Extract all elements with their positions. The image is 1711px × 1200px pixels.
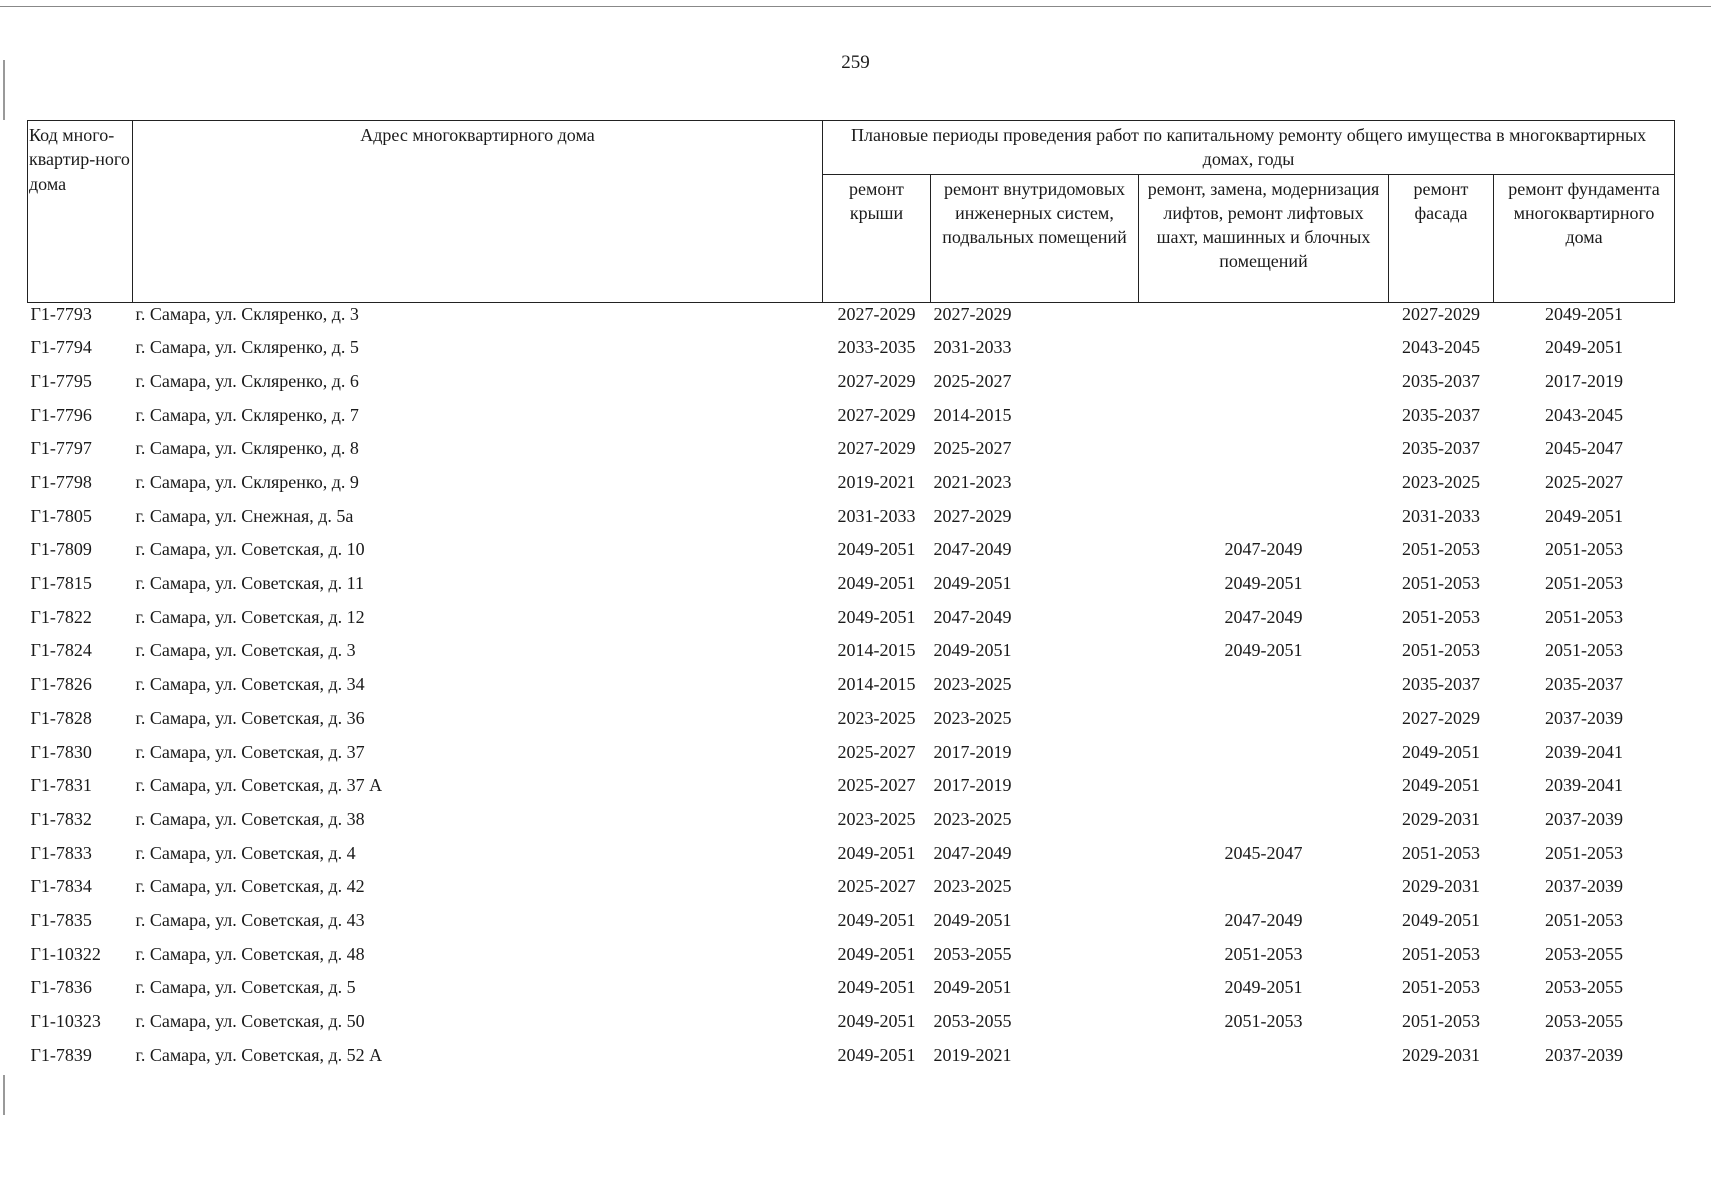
- cell-address: г. Самара, ул. Скляренко, д. 9: [135, 472, 359, 493]
- cell-foundation: 2051-2053: [1545, 539, 1624, 560]
- table-row: [28, 943, 1675, 977]
- cell-foundation: 2051-2053: [1545, 573, 1624, 594]
- cell-facade: 2051-2053: [1402, 977, 1480, 998]
- cell-facade: 2035-2037: [1402, 404, 1480, 425]
- table-row: [28, 404, 1675, 438]
- cell-roof: 2049-2051: [837, 1011, 916, 1032]
- cell-foundation: 2039-2041: [1545, 741, 1624, 762]
- header-address: Адрес многоквартирного дома: [133, 121, 823, 303]
- cell-address: г. Самара, ул. Скляренко, д. 8: [135, 438, 359, 459]
- cell-lifts: [1139, 404, 1389, 438]
- header-facade: ремонт фасада: [1389, 174, 1494, 302]
- table-row: [28, 606, 1675, 640]
- table-row: [28, 1044, 1675, 1078]
- cell-code: Г1-7836: [30, 977, 92, 998]
- cell-code: Г1-7826: [30, 674, 92, 695]
- cell-engineering: 2053-2055: [933, 943, 1012, 964]
- cell-address: г. Самара, ул. Советская, д. 42: [135, 876, 365, 897]
- cell-lifts: [1139, 302, 1389, 336]
- table-row: [28, 302, 1675, 336]
- header-engineering: ремонт внутридомовых инженерных систем, подвальных помещений: [931, 174, 1139, 302]
- table-row: [28, 741, 1675, 775]
- cell-engineering: 2047-2049: [933, 606, 1012, 627]
- table-row: [28, 538, 1675, 572]
- cell-code: Г1-7809: [30, 539, 92, 560]
- cell-roof: 2023-2025: [837, 808, 916, 829]
- cell-facade: 2029-2031: [1402, 808, 1480, 829]
- cell-roof: 2049-2051: [837, 842, 916, 863]
- cell-address: г. Самара, ул. Советская, д. 37: [135, 741, 365, 762]
- cell-address: г. Самара, ул. Скляренко, д. 6: [135, 370, 359, 391]
- header-code: Код много-квартир-ного дома: [28, 121, 133, 303]
- cell-facade: 2051-2053: [1402, 539, 1480, 560]
- cell-engineering: 2027-2029: [933, 505, 1012, 526]
- cell-lifts: [1139, 505, 1389, 539]
- cell-lifts: 2047-2049: [1224, 539, 1303, 560]
- cell-engineering: 2049-2051: [933, 573, 1012, 594]
- cell-code: Г1-7833: [30, 842, 92, 863]
- cell-address: г. Самара, ул. Скляренко, д. 5: [135, 337, 359, 358]
- cell-code: Г1-10322: [30, 943, 101, 964]
- cell-engineering: 2023-2025: [933, 876, 1012, 897]
- cell-lifts: [1139, 437, 1389, 471]
- cell-lifts: [1139, 336, 1389, 370]
- cell-roof: 2027-2029: [837, 370, 916, 391]
- header-foundation: ремонт фундамента многоквартирного дома: [1494, 174, 1675, 302]
- cell-lifts: [1139, 774, 1389, 808]
- cell-roof: 2049-2051: [837, 539, 916, 560]
- cell-foundation: 2049-2051: [1545, 337, 1624, 358]
- cell-facade: 2023-2025: [1402, 472, 1480, 493]
- cell-roof: 2025-2027: [837, 775, 916, 796]
- cell-engineering: 2019-2021: [933, 1044, 1012, 1065]
- table-row: [28, 875, 1675, 909]
- cell-engineering: 2053-2055: [933, 1011, 1012, 1032]
- scan-edge-mark: [3, 1075, 5, 1115]
- cell-foundation: 2039-2041: [1545, 775, 1624, 796]
- cell-facade: 2043-2045: [1402, 337, 1480, 358]
- cell-lifts: 2047-2049: [1224, 909, 1303, 930]
- cell-lifts: 2047-2049: [1224, 606, 1303, 627]
- table-row: [28, 673, 1675, 707]
- cell-code: Г1-7822: [30, 606, 92, 627]
- cell-lifts: 2045-2047: [1224, 842, 1303, 863]
- cell-facade: 2029-2031: [1402, 876, 1480, 897]
- cell-address: г. Самара, ул. Советская, д. 36: [135, 707, 365, 728]
- cell-lifts: 2049-2051: [1224, 977, 1303, 998]
- header-roof: ремонт крыши: [823, 174, 931, 302]
- cell-address: г. Самара, ул. Советская, д. 12: [135, 606, 365, 627]
- cell-foundation: 2051-2053: [1545, 909, 1624, 930]
- cell-facade: 2035-2037: [1402, 674, 1480, 695]
- table-row: [28, 976, 1675, 1010]
- capital-repair-table: [27, 120, 1675, 1077]
- cell-facade: 2049-2051: [1402, 775, 1480, 796]
- cell-facade: 2031-2033: [1402, 505, 1480, 526]
- cell-address: г. Самара, ул. Скляренко, д. 3: [135, 303, 359, 324]
- table-row: [28, 572, 1675, 606]
- cell-address: г. Самара, ул. Скляренко, д. 7: [135, 404, 359, 425]
- cell-address: г. Самара, ул. Советская, д. 52 А: [135, 1044, 383, 1065]
- cell-code: Г1-7815: [30, 573, 92, 594]
- cell-facade: 2035-2037: [1402, 370, 1480, 391]
- cell-roof: 2049-2051: [837, 573, 916, 594]
- cell-engineering: 2023-2025: [933, 707, 1012, 728]
- cell-engineering: 2023-2025: [933, 674, 1012, 695]
- cell-lifts: [1139, 673, 1389, 707]
- cell-address: г. Самара, ул. Снежная, д. 5а: [135, 505, 354, 526]
- cell-facade: 2051-2053: [1402, 640, 1480, 661]
- cell-code: Г1-10323: [30, 1011, 101, 1032]
- cell-roof: 2027-2029: [837, 303, 916, 324]
- cell-engineering: 2027-2029: [933, 303, 1012, 324]
- cell-roof: 2027-2029: [837, 438, 916, 459]
- cell-code: Г1-7832: [30, 808, 92, 829]
- cell-foundation: 2037-2039: [1545, 707, 1624, 728]
- cell-foundation: 2053-2055: [1545, 1011, 1624, 1032]
- cell-foundation: 2043-2045: [1545, 404, 1624, 425]
- cell-code: Г1-7805: [30, 505, 92, 526]
- cell-foundation: 2025-2027: [1545, 472, 1624, 493]
- cell-foundation: 2053-2055: [1545, 943, 1624, 964]
- cell-engineering: 2031-2033: [933, 337, 1012, 358]
- cell-facade: 2051-2053: [1402, 842, 1480, 863]
- table-row: [28, 505, 1675, 539]
- cell-facade: 2029-2031: [1402, 1044, 1480, 1065]
- cell-foundation: 2035-2037: [1545, 674, 1624, 695]
- cell-roof: 2049-2051: [837, 977, 916, 998]
- cell-address: г. Самара, ул. Советская, д. 4: [135, 842, 356, 863]
- cell-foundation: 2049-2051: [1545, 303, 1624, 324]
- cell-engineering: 2021-2023: [933, 472, 1012, 493]
- cell-foundation: 2049-2051: [1545, 505, 1624, 526]
- cell-engineering: 2017-2019: [933, 775, 1012, 796]
- cell-engineering: 2014-2015: [933, 404, 1012, 425]
- cell-roof: 2049-2051: [837, 606, 916, 627]
- cell-engineering: 2049-2051: [933, 909, 1012, 930]
- cell-roof: 2014-2015: [837, 674, 916, 695]
- table-row: [28, 774, 1675, 808]
- cell-foundation: 2037-2039: [1545, 808, 1624, 829]
- cell-roof: 2014-2015: [837, 640, 916, 661]
- cell-code: Г1-7796: [30, 404, 92, 425]
- table-row: [28, 370, 1675, 404]
- cell-facade: 2051-2053: [1402, 606, 1480, 627]
- cell-roof: 2027-2029: [837, 404, 916, 425]
- table-row: [28, 1010, 1675, 1044]
- cell-lifts: [1139, 1044, 1389, 1078]
- cell-address: г. Самара, ул. Советская, д. 38: [135, 808, 365, 829]
- cell-foundation: 2051-2053: [1545, 842, 1624, 863]
- cell-roof: 2033-2035: [837, 337, 916, 358]
- cell-lifts: 2051-2053: [1224, 1011, 1303, 1032]
- cell-roof: 2049-2051: [837, 909, 916, 930]
- cell-code: Г1-7795: [30, 370, 92, 391]
- cell-code: Г1-7831: [30, 775, 92, 796]
- table-row: [28, 842, 1675, 876]
- cell-code: Г1-7794: [30, 337, 92, 358]
- cell-foundation: 2053-2055: [1545, 977, 1624, 998]
- cell-roof: 2049-2051: [837, 943, 916, 964]
- table-row: [28, 639, 1675, 673]
- cell-lifts: 2049-2051: [1224, 640, 1303, 661]
- cell-code: Г1-7835: [30, 909, 92, 930]
- cell-foundation: 2051-2053: [1545, 640, 1624, 661]
- cell-foundation: 2017-2019: [1545, 370, 1624, 391]
- table-row: [28, 437, 1675, 471]
- cell-lifts: [1139, 707, 1389, 741]
- cell-code: Г1-7839: [30, 1044, 92, 1065]
- header-lifts: ремонт, замена, модернизация лифтов, ремонт лифтовых шахт, машинных и блочных помещений: [1139, 174, 1389, 302]
- cell-roof: 2023-2025: [837, 707, 916, 728]
- cell-address: г. Самара, ул. Советская, д. 11: [135, 573, 364, 594]
- cell-facade: 2049-2051: [1402, 909, 1480, 930]
- cell-roof: 2019-2021: [837, 472, 916, 493]
- cell-engineering: 2047-2049: [933, 842, 1012, 863]
- cell-facade: 2051-2053: [1402, 943, 1480, 964]
- cell-facade: 2027-2029: [1402, 707, 1480, 728]
- cell-engineering: 2023-2025: [933, 808, 1012, 829]
- cell-code: Г1-7824: [30, 640, 92, 661]
- scan-top-edge: [0, 6, 1711, 7]
- cell-engineering: 2025-2027: [933, 370, 1012, 391]
- cell-foundation: 2037-2039: [1545, 1044, 1624, 1065]
- table-body: [28, 302, 1675, 1077]
- cell-lifts: 2049-2051: [1224, 573, 1303, 594]
- cell-address: г. Самара, ул. Советская, д. 3: [135, 640, 356, 661]
- cell-facade: 2051-2053: [1402, 573, 1480, 594]
- cell-roof: 2031-2033: [837, 505, 916, 526]
- cell-roof: 2025-2027: [837, 876, 916, 897]
- cell-lifts: [1139, 370, 1389, 404]
- cell-address: г. Самара, ул. Советская, д. 37 А: [135, 775, 383, 796]
- cell-foundation: 2051-2053: [1545, 606, 1624, 627]
- cell-engineering: 2017-2019: [933, 741, 1012, 762]
- cell-engineering: 2047-2049: [933, 539, 1012, 560]
- cell-code: Г1-7828: [30, 707, 92, 728]
- cell-engineering: 2049-2051: [933, 977, 1012, 998]
- cell-lifts: [1139, 808, 1389, 842]
- table-row: [28, 808, 1675, 842]
- header-periods-group: Плановые периоды проведения работ по капитальному ремонту общего имущества в многоквартирных домах, годы: [823, 121, 1675, 175]
- page-number: 259: [841, 52, 870, 73]
- table-header: [28, 121, 1675, 303]
- cell-address: г. Самара, ул. Советская, д. 5: [135, 977, 356, 998]
- cell-lifts: [1139, 741, 1389, 775]
- cell-address: г. Самара, ул. Советская, д. 34: [135, 674, 365, 695]
- cell-roof: 2025-2027: [837, 741, 916, 762]
- cell-address: г. Самара, ул. Советская, д. 48: [135, 943, 365, 964]
- cell-code: Г1-7797: [30, 438, 92, 459]
- cell-code: Г1-7834: [30, 876, 92, 897]
- cell-facade: 2049-2051: [1402, 741, 1480, 762]
- cell-code: Г1-7798: [30, 472, 92, 493]
- cell-facade: 2051-2053: [1402, 1011, 1480, 1032]
- cell-code: Г1-7830: [30, 741, 92, 762]
- table-row: [28, 471, 1675, 505]
- cell-address: г. Самара, ул. Советская, д. 10: [135, 539, 365, 560]
- cell-engineering: 2025-2027: [933, 438, 1012, 459]
- cell-foundation: 2037-2039: [1545, 876, 1624, 897]
- cell-code: Г1-7793: [30, 303, 92, 324]
- cell-facade: 2035-2037: [1402, 438, 1480, 459]
- table-row: [28, 909, 1675, 943]
- cell-roof: 2049-2051: [837, 1044, 916, 1065]
- cell-lifts: [1139, 875, 1389, 909]
- table-row: [28, 336, 1675, 370]
- cell-address: г. Самара, ул. Советская, д. 43: [135, 909, 365, 930]
- cell-lifts: [1139, 471, 1389, 505]
- cell-lifts: 2051-2053: [1224, 943, 1303, 964]
- cell-address: г. Самара, ул. Советская, д. 50: [135, 1011, 365, 1032]
- table-row: [28, 707, 1675, 741]
- cell-facade: 2027-2029: [1402, 303, 1480, 324]
- cell-engineering: 2049-2051: [933, 640, 1012, 661]
- cell-foundation: 2045-2047: [1545, 438, 1624, 459]
